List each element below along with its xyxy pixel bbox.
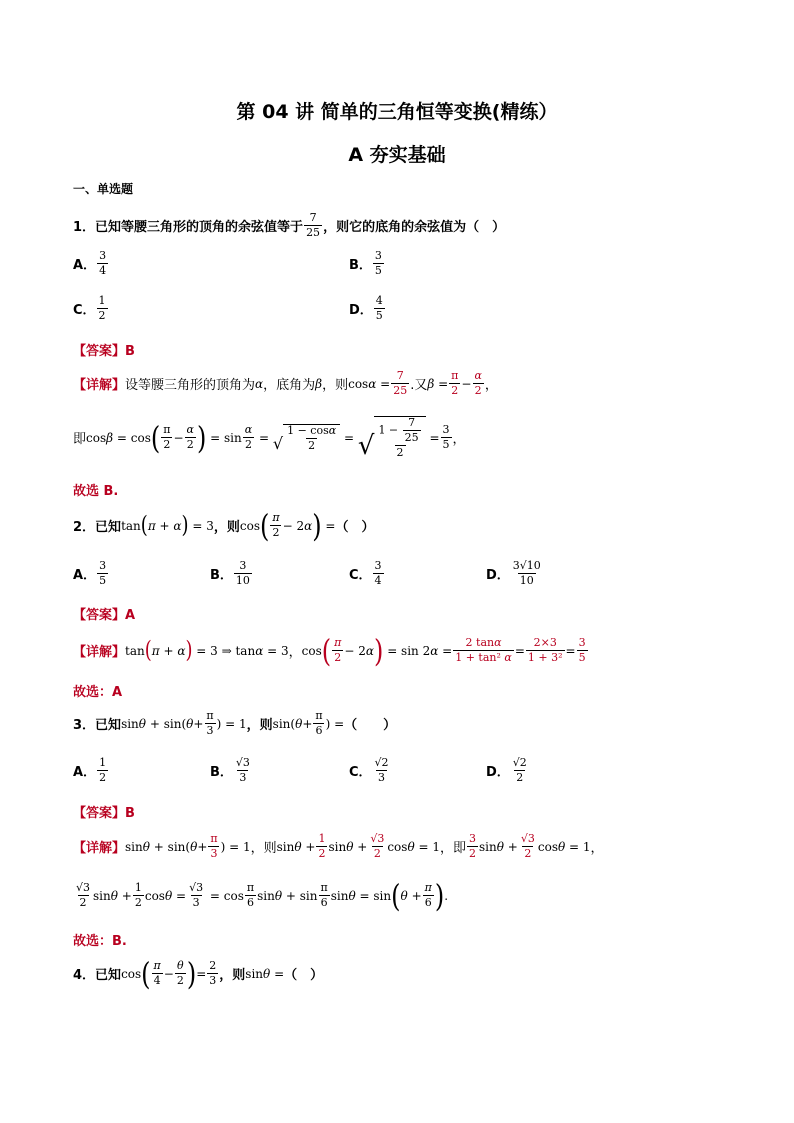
option-c[interactable]: C． $\frac{3}{4}$ bbox=[349, 559, 382, 588]
detail-1-line-2: 即 cosβ = cos ( $\frac{\pi}{2}$ − $\frac{\alpha}{2}$ ) = sin $\frac{\alpha}{2}$ = √ $\frac{1 - \cos\alpha}{2}$ = √ 1 − $\frac{7}{25}$ 2 = $\frac{3}{5}$ ， bbox=[73, 416, 466, 462]
conclusion-2: 故选：A bbox=[73, 685, 123, 700]
option-d[interactable]: D． $\frac{3√10}{10}$ bbox=[486, 559, 541, 588]
conclusion-1: 故选 B. bbox=[73, 484, 119, 499]
option-d[interactable]: D． $\frac{4}{5}$ bbox=[349, 294, 383, 323]
question-text: 已知等腰三角形的顶角的余弦值等于 bbox=[95, 220, 304, 236]
detail-1-line-1: 【详解】 设等腰三角形的顶角为 α ，底角为 β ，则 cosα = $\frac{7}{25}$ .又 β = $\frac{\pi}{2}$ − $\frac{\alpha}{2}$ ， bbox=[73, 369, 498, 398]
conclusion-3: 故选：B. bbox=[73, 934, 127, 949]
question-number: 1． bbox=[73, 220, 96, 236]
page-title: 第 04 讲 简单的三角恒等变换(精练） bbox=[236, 101, 558, 123]
option-a[interactable]: A． $\frac{3}{5}$ bbox=[73, 559, 107, 588]
section-heading: 一、单选题 bbox=[73, 182, 134, 196]
detail-3-line-2: $\frac{√3}{2}$ sinθ + $\frac{1}{2}$ cosθ = $\frac{√3}{3}$ = cos $\frac{\pi}{6}$ sinθ + sin $\frac{\pi}{6}$ sinθ = sin ( θ + $\frac{\pi}{6}$ ) . bbox=[76, 877, 449, 914]
answer-2: 【答案】A bbox=[73, 608, 136, 623]
question-3: 3． 已知 sinθ + sin(θ+ $\frac{\pi}{3}$ ) = 1 ，则 sin(θ+ $\frac{\pi}{6}$ ) = （ ） bbox=[73, 709, 397, 738]
option-d[interactable]: D． $\frac{√2}{2}$ bbox=[486, 756, 527, 785]
question-1 bbox=[73, 212, 505, 239]
question-text: ，则它的底角的余弦值为（ ） bbox=[323, 220, 506, 236]
option-b[interactable]: B． $\frac{3}{5}$ bbox=[349, 249, 382, 278]
fraction: $\frac{7}{25}$ bbox=[306, 211, 321, 240]
answer-1: 【答案】B bbox=[73, 344, 135, 359]
answer-3: 【答案】B bbox=[73, 806, 135, 821]
question-4: 4． 已知 cos ( $\frac{\pi}{4}$ − $\frac{\theta}{2}$ ) = $\frac{2}{3}$ ，则 sinθ = （ ） bbox=[73, 955, 324, 992]
detail-3-line-1: 【详解】 sinθ + sin(θ+ $\frac{\pi}{3}$ ) = 1 ，则 sinθ + $\frac{1}{2}$ sinθ + $\frac{√3}{2}$ cosθ = 1 ，即 $\frac{3}{2}$ sinθ + $\frac{√3}{2}$ cosθ = 1 ， bbox=[73, 832, 604, 861]
detail-2: 【详解】 tan ( π + α ) = 3 ⇒ tanα = 3 ， cos ( $\frac{\pi}{2}$ − 2α ) = sin 2α = $\frac{2 \tan\alpha}{\text{1 + tan² α}}$ = $\frac{2\times 3}{\text{1 + 3²}}$ = $\frac{3}{5}$ bbox=[73, 632, 586, 669]
page-subtitle: A 夯实基础 bbox=[348, 144, 446, 166]
option-c[interactable]: C． $\frac{1}{2}$ bbox=[73, 294, 106, 323]
option-a[interactable]: A． $\frac{1}{2}$ bbox=[73, 756, 107, 785]
option-b[interactable]: B． $\frac{√3}{3}$ bbox=[210, 756, 250, 785]
question-2: 2． 已知 tan ( π + α ) = 3 ，则 cos ( $\frac{\pi}{2}$ − 2α ) = （ ） bbox=[73, 507, 375, 544]
option-c[interactable]: C． $\frac{√2}{3}$ bbox=[349, 756, 389, 785]
option-b[interactable]: B． $\frac{3}{10}$ bbox=[210, 559, 250, 588]
option-a[interactable]: A． $\frac{3}{4}$ bbox=[73, 249, 107, 278]
